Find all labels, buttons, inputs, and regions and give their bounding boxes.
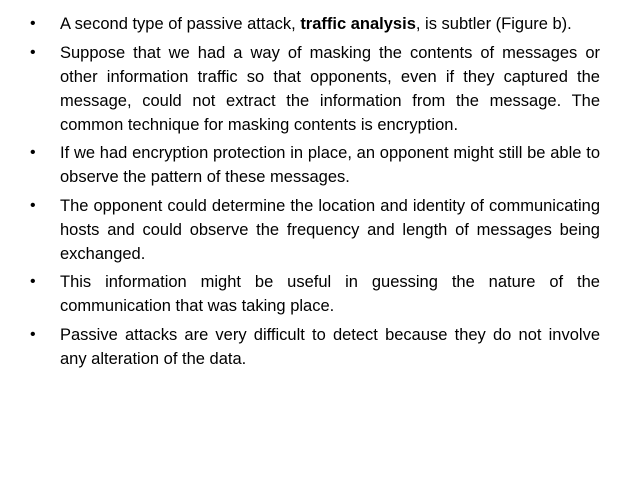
bullet-item-traffic-analysis xyxy=(30,12,600,36)
bullet-text: Passive attacks are very difficult to detect because they do not involve any alteration of the data. xyxy=(60,325,600,368)
bullet-item-encryption-pattern xyxy=(30,141,600,189)
bullet-list xyxy=(30,12,600,375)
bullet-item-opponent-determine xyxy=(30,194,600,266)
bullet-item-information-useful xyxy=(30,270,600,318)
bullet-icon: • xyxy=(30,325,36,343)
bullet-icon: • xyxy=(30,196,36,214)
bullet-icon: • xyxy=(30,273,36,290)
bullet-item-passive-attacks xyxy=(30,323,600,371)
bullet-item-masking-contents xyxy=(30,41,600,137)
bullet-text-after: , is subtler (Figure b). xyxy=(415,15,572,33)
bold-term-traffic-analysis: traffic analysis xyxy=(300,15,416,33)
bullet-icon: • xyxy=(30,144,36,161)
bullet-icon: • xyxy=(30,15,36,32)
bullet-text: The opponent could determine the location and identity of communicating hosts and could observe the frequency and length of messages being exchanged. xyxy=(60,196,600,263)
bullet-text-before: A second type of passive attack, xyxy=(60,15,301,33)
bullet-text: Suppose that we had a way of masking the contents of messages or other information traffic so that opponents, even if they captured the message, could not extract the information from the message. The common technique for masking contents is encryption. xyxy=(60,43,600,134)
bullet-icon: • xyxy=(30,43,36,61)
bullet-text: If we had encryption protection in place, an opponent might still be able to observe the pattern of these messages. xyxy=(60,144,600,186)
bullet-text: This information might be useful in guessing the nature of the communication that was taking place. xyxy=(60,273,600,315)
